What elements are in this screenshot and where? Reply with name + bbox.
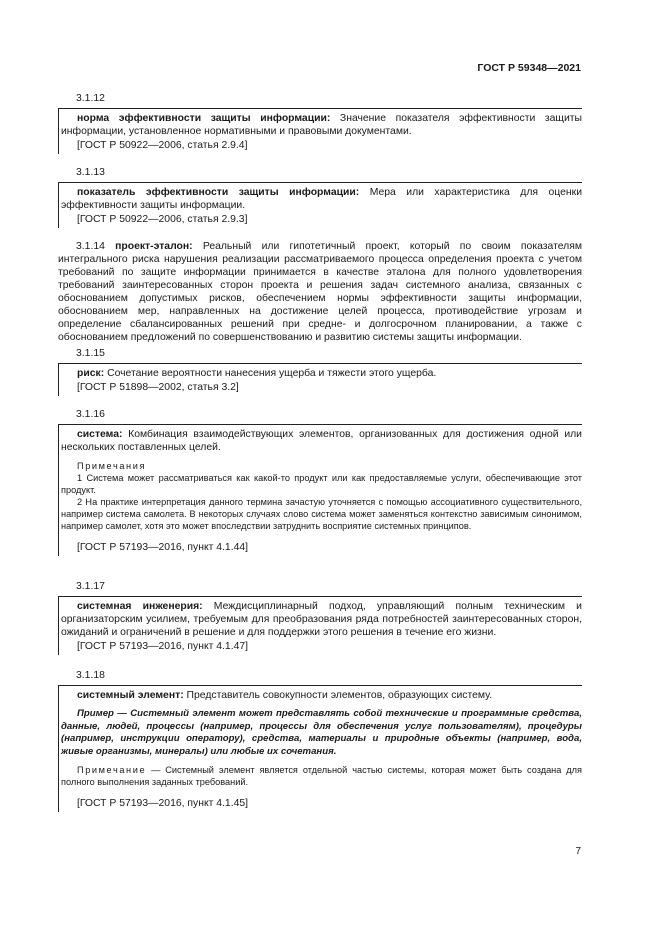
term-definition: [61, 186, 582, 212]
term-box: [58, 424, 582, 556]
term-3-1-17: [58, 580, 582, 655]
term-box: [58, 108, 582, 154]
term-source: [ГОСТ Р 51898—2002, статья 3.2]: [77, 382, 239, 393]
term-name: система:: [77, 429, 123, 440]
term-box: [58, 182, 582, 228]
term-number: 3.1.13: [76, 167, 105, 178]
term-number: 3.1.15: [76, 348, 105, 359]
term-number: 3.1.12: [76, 93, 105, 104]
term-text: Значение показателя эффективности защиты информации, установленное нормативными и правовыми документами.: [61, 113, 582, 137]
term-definition: [61, 112, 582, 138]
term-definition: [61, 428, 582, 454]
term-text: Комбинация взаимодействующих элементов, организованных для достижения одной или нескольких поставленных целей.: [61, 429, 582, 453]
document-code: ГОСТ Р 59348—2021: [477, 62, 581, 74]
term-3-1-14: [58, 240, 582, 344]
term-note: [61, 764, 582, 788]
term-3-1-18: [58, 669, 582, 812]
term-text: Сочетание вероятности нанесения ущерба и тяжести этого ущерба.: [104, 368, 437, 379]
term-source: [ГОСТ Р 57193—2016, пункт 4.1.44]: [77, 542, 249, 553]
term-example: [61, 708, 582, 758]
note-text: — Системный элемент является отдельной частью системы, которая может быть создана для полного выполнения заданных требований.: [61, 765, 582, 787]
term-3-1-13: [58, 166, 582, 228]
note-label: Примечание: [77, 765, 147, 775]
term-box: [58, 363, 582, 396]
page-number: 7: [575, 846, 581, 857]
term-definition: [58, 240, 582, 344]
term-number: 3.1.16: [76, 409, 105, 420]
term-3-1-15: [58, 347, 582, 396]
example-lead: Пример —: [77, 708, 127, 719]
term-3-1-12: [58, 92, 582, 154]
term-number: 3.1.14: [76, 241, 105, 252]
term-text: Междисциплинарный подход, управляющий полным техническим и организаторским усилием, требуемым для преобразования ряда потребностей заинтересованных сторон, ожиданий и ограничений в решение и для поддержки этого решения в течение его жизни.: [61, 601, 582, 638]
note-2: 2 На практике интерпретация данного термина зачастую уточняется с помощью ассоциативного существительного, например система самолета. В некоторых случаях слово система может заменяться контекстно зависимым синонимом, например самолет, хотя это может впоследствии затруднить восприятие системных принципов.: [61, 497, 582, 531]
example-text: Системный элемент может представлять собой технические и программные средства, данные, людей, процессы (например, процессы для обеспечения услуг пользователям), процедуры (например, инструкции оператору), средства, материалы и природные объекты (например, вода, живые организмы, минералы) или любые их сочетания.: [61, 708, 582, 757]
term-text: Представитель совокупности элементов, образующих систему.: [183, 690, 493, 701]
notes-title: Примечания: [77, 461, 147, 471]
term-name: системная инженерия:: [77, 601, 203, 612]
term-number: 3.1.17: [76, 581, 105, 592]
term-name: системный элемент:: [77, 690, 184, 701]
term-definition: [61, 689, 582, 702]
term-name: норма эффективности защиты информации:: [77, 113, 331, 124]
term-name: показатель эффективности защиты информации:: [77, 187, 360, 198]
term-text: Реальный или гипотетичный проект, который по своим показателям интегрального риска нарушения реализации рассматриваемого процесса определения проекта с учетом требований по защите информации принимается в качестве эталона для полного удовлетворения требований заинтересованных сторон проекта и решения задач системного анализа, связанных с обоснованием допустимых рисков, обеспечением нормы эффективности защиты информации, обоснованием мер, направленных на достижение целей процесса, противодействие угрозам и определение сбалансированных решений при средне- и долгосрочном планировании, а также с обоснованием предложений по совершенствованию и развитию системы защиты информации.: [58, 241, 582, 343]
term-text: Мера или характеристика для оценки эффективности защиты информации.: [61, 187, 582, 211]
term-name: риск:: [77, 368, 105, 379]
term-source: [ГОСТ Р 50922—2006, статья 2.9.3]: [77, 214, 248, 225]
term-name: проект-эталон:: [115, 241, 193, 252]
term-3-1-16: [58, 408, 582, 556]
term-box: [58, 685, 582, 812]
term-definition: [61, 600, 582, 639]
term-source: [ГОСТ Р 57193—2016, пункт 4.1.45]: [77, 798, 249, 809]
term-number: 3.1.18: [76, 670, 105, 681]
term-box: [58, 596, 582, 655]
term-source: [ГОСТ Р 50922—2006, статья 2.9.4]: [77, 140, 248, 151]
term-definition: [61, 367, 582, 380]
note-1: 1 Система может рассматриваться как какой-то продукт или как предоставляемые услуги, обеспечивающие этот продукт.: [61, 473, 582, 495]
term-source: [ГОСТ Р 57193—2016, пункт 4.1.47]: [77, 641, 249, 652]
